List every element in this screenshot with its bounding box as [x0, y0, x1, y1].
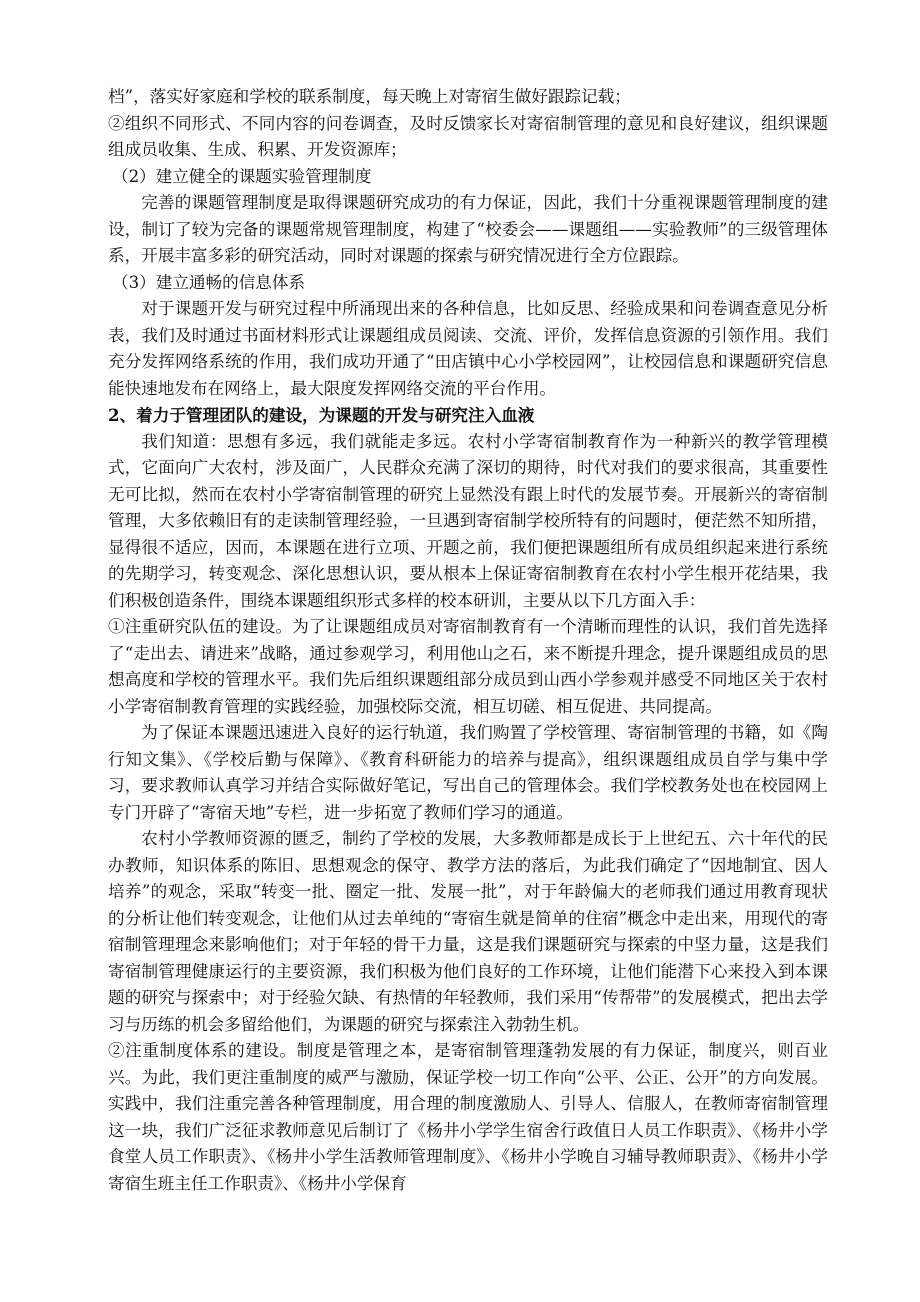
- document-page: [108, 84, 828, 1197]
- paragraph-rules-system: ②注重制度体系的建设。制度是管理之本，是寄宿制管理蓬勃发展的有力保证，制度兴，则百业兴。为此，我们更注重制度的威严与激励，保证学校一切工作向“公平、公正、公开”的方向发展。实践中，我们注重完善各种管理制度，用合理的制度激励人、引导人、信服人，在教师寄宿制管理这一块，我们广泛征求教师意见后制订了《杨井小学学生宿舍行政值日人员工作职责》、《杨井小学食堂人员工作职责》、《杨井小学生活教师管理制度》、《杨井小学晚自习辅导教师职责》、《杨井小学寄宿生班主任工作职责》、《杨井小学保育: [108, 1041, 828, 1193]
- paragraph-information-system: 对于课题开发与研究过程中所涌现出来的各种信息，比如反思、经验成果和问卷调查意见分析表，我们及时通过书面材料形式让课题组成员阅读、交流、评价，发挥信息资源的引领作用。我们充分发挥网络系统的作用，我们成功开通了“田店镇中心小学校园网”，让校园信息和课题研究信息能快速地发布在网络上，最大限度发挥网络交流的平台作用。: [108, 299, 828, 398]
- section-heading-team-building: 2、着力于管理团队的建设，为课题的开发与研究注入血液: [108, 405, 535, 425]
- paragraph-books-study: 为了保证本课题迅速进入良好的运行轨道，我们购置了学校管理、寄宿制管理的书籍，如《陶行知文集》、《学校后勤与保障》、《教育科研能力的培养与提高》，组织课题组成员自学与集中学习，要求教师认真学习并结合实际做好笔记，写出自己的管理体会。我们学校教务处也在校园网上专门开辟了“寄宿天地”专栏，进一步拓宽了教师们学习的通道。: [108, 723, 828, 822]
- paragraph-management-system: 完善的课题管理制度是取得课题研究成功的有力保证，因此，我们十分重视课题管理制度的建设，制订了较为完备的课题常规管理制度，构建了“校委会——课题组——实验教师”的三级管理体系，开展丰富多彩的研究活动，同时对课题的探索与研究情况进行全方位跟踪。: [108, 193, 828, 265]
- paragraph-archive-record: 档”，落实好家庭和学校的联系制度，每天晚上对寄宿生做好跟踪记载；: [108, 87, 631, 106]
- paragraph-research-team: ①注重研究队伍的建设。为了让课题组成员对寄宿制教育有一个清晰而理性的认识，我们首先选择了“走出去、请进来”战略，通过参观学习，利用他山之石，来不断提升理念，提升课题组成员的思想高度和学校的管理水平。我们先后组织课题组部分成员到山西小学参观并感受不同地区关于农村小学寄宿制教育管理的实践经验，加强校际交流，相互切磋、相互促进、共同提高。: [108, 617, 828, 716]
- paragraph-team-building-intro: 我们知道：思想有多远，我们就能走多远。农村小学寄宿制教育作为一种新兴的教学管理模式，它面向广大农村，涉及面广，人民群众充满了深切的期待，时代对我们的要求很高，其重要性无可比拟，然而在农村小学寄宿制管理的研究上显然没有跟上时代的发展节奏。开展新兴的寄宿制管理，大多依赖旧有的走读制管理经验，一旦遇到寄宿制学校所特有的问题时，便茫然不知所措，显得很不适应，因而，本课题在进行立项、开题之前，我们便把课题组所有成员组织起来进行系统的先期学习，转变观念、深化思想认识，要从根本上保证寄宿制教育在农村小学生根开花结果，我们积极创造条件，围绕本课题组织形式多样的校本研训，主要从以下几方面入手：: [108, 431, 828, 610]
- paragraph-teacher-resources: 农村小学教师资源的匮乏，制约了学校的发展，大多教师都是成长于上世纪五、六十年代的民办教师，知识体系的陈旧、思想观念的保守、教学方法的落后，为此我们确定了“因地制宜、因人培养”的观念，采取“转变一批、圈定一批、发展一批”，对于年龄偏大的老师我们通过用教育现状的分析让他们转变观念，让他们从过去单纯的“寄宿生就是简单的住宿”概念中走出来，用现代的寄宿制管理理念来影响他们；对于年轻的骨干力量，这是我们课题研究与探索的中坚力量，这是我们寄宿制管理健康运行的主要资源，我们积极为他们良好的工作环境，让他们能潜下心来投入到本课题的研究与探索中；对于经验欠缺、有热情的年轻教师，我们采用“传帮带”的发展模式，把出去学习与历练的机会多留给他们，为课题的研究与探索注入勃勃生机。: [108, 829, 828, 1034]
- paragraph-questionnaire: ②组织不同形式、不同内容的问卷调查，及时反馈家长对寄宿制管理的意见和良好建议，组织课题组成员收集、生成、积累、开发资源库；: [108, 113, 828, 159]
- subheading-information-system: （3）建立通畅的信息体系: [112, 272, 306, 292]
- subheading-management-system: （2）建立健全的课题实验管理制度: [112, 166, 372, 186]
